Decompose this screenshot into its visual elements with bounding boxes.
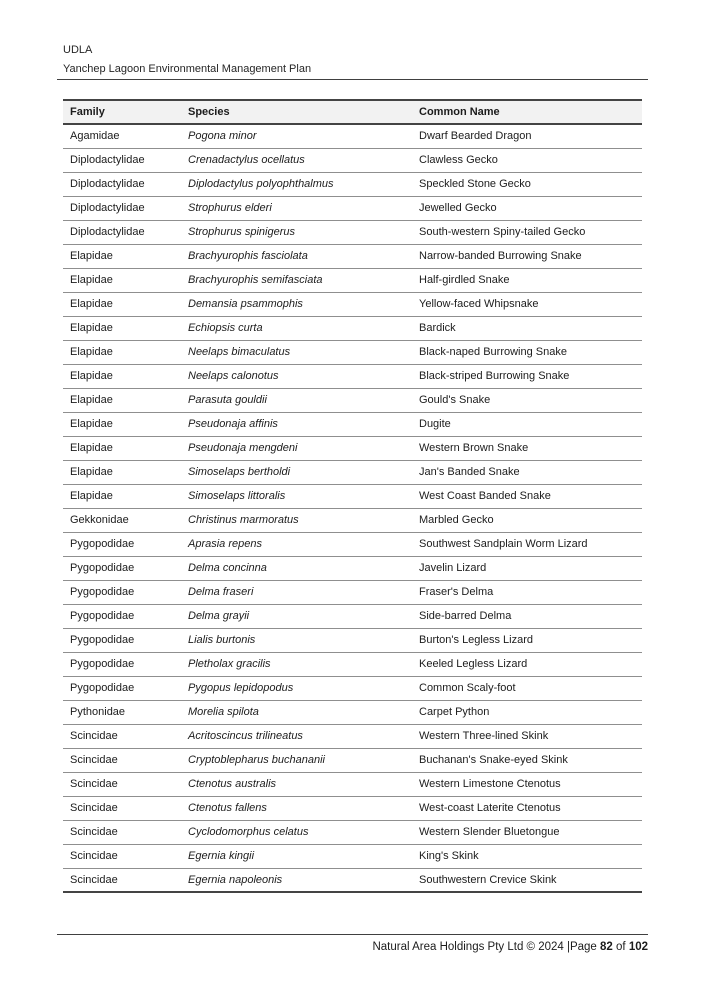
column-header-common-name: Common Name (412, 100, 642, 124)
family-cell: Elapidae (63, 244, 181, 268)
common-name-cell: Carpet Python (412, 700, 642, 724)
table-row (63, 316, 642, 340)
species-cell: Strophurus spinigerus (181, 220, 412, 244)
common-name-cell: Black-striped Burrowing Snake (412, 364, 642, 388)
species-cell: Ctenotus fallens (181, 796, 412, 820)
table-row (63, 172, 642, 196)
species-cell: Simoselaps littoralis (181, 484, 412, 508)
common-name-cell: Keeled Legless Lizard (412, 652, 642, 676)
species-cell: Delma concinna (181, 556, 412, 580)
family-cell: Pygopodidae (63, 532, 181, 556)
family-cell: Diplodactylidae (63, 220, 181, 244)
species-cell: Delma grayii (181, 604, 412, 628)
family-cell: Elapidae (63, 340, 181, 364)
table-row (63, 196, 642, 220)
species-cell: Diplodactylus polyophthalmus (181, 172, 412, 196)
common-name-cell: Bardick (412, 316, 642, 340)
common-name-cell: Narrow-banded Burrowing Snake (412, 244, 642, 268)
family-cell: Diplodactylidae (63, 172, 181, 196)
common-name-cell: Western Brown Snake (412, 436, 642, 460)
family-cell: Agamidae (63, 124, 181, 148)
family-cell: Scincidae (70, 873, 118, 886)
document-title: Yanchep Lagoon Environmental Management Plan (63, 63, 312, 75)
family-cell: Diplodactylidae (63, 148, 181, 172)
species-cell: Pseudonaja mengdeni (181, 436, 412, 460)
table-row (63, 652, 642, 676)
page-header (63, 41, 648, 79)
table-row (63, 412, 642, 436)
table-row (63, 556, 642, 580)
common-name-cell: Jan's Banded Snake (412, 460, 642, 484)
species-cell: Demansia psammophis (181, 292, 412, 316)
species-cell: Aprasia repens (181, 532, 412, 556)
common-name-cell: Gould's Snake (412, 388, 642, 412)
common-name-cell: West Coast Banded Snake (412, 484, 642, 508)
common-name-cell: Western Limestone Ctenotus (412, 772, 642, 796)
org-name: UDLA (63, 44, 93, 56)
common-name-cell: South-western Spiny-tailed Gecko (412, 220, 642, 244)
table-row (63, 436, 642, 460)
species-cell: Cyclodomorphus celatus (181, 820, 412, 844)
footer-text: Natural Area Holdings Pty Ltd © 2024 |Page (372, 941, 601, 953)
table-row (63, 148, 642, 172)
common-name-cell: King's Skink (412, 844, 642, 868)
table-row (63, 268, 642, 292)
family-cell: Scincidae (63, 844, 181, 868)
species-cell: Pletholax gracilis (181, 652, 412, 676)
header-rule (57, 79, 648, 80)
family-cell: Scincidae (63, 748, 181, 772)
species-cell: Echiopsis curta (181, 316, 412, 340)
family-cell: Diplodactylidae (63, 196, 181, 220)
footer-of-label: of (612, 941, 629, 953)
table-row (63, 124, 642, 148)
family-cell: Scincidae (63, 796, 181, 820)
species-cell: Strophurus elderi (181, 196, 412, 220)
table-row (63, 724, 642, 748)
species-cell: Lialis burtonis (181, 628, 412, 652)
species-cell: Brachyurophis semifasciata (181, 268, 412, 292)
family-cell: Elapidae (63, 460, 181, 484)
common-name-cell: Southwest Sandplain Worm Lizard (412, 532, 642, 556)
table-row (63, 244, 642, 268)
species-cell: Cryptoblepharus buchananii (181, 748, 412, 772)
species-cell: Neelaps bimaculatus (181, 340, 412, 364)
table-row (63, 820, 642, 844)
common-name-cell: West-coast Laterite Ctenotus (412, 796, 642, 820)
table-row (63, 676, 642, 700)
family-cell: Pygopodidae (63, 604, 181, 628)
table-row (63, 772, 642, 796)
family-cell: Pygopodidae (63, 676, 181, 700)
species-cell: Brachyurophis fasciolata (181, 244, 412, 268)
species-cell: Neelaps calonotus (181, 364, 412, 388)
table-header (63, 100, 642, 124)
footer-rule (57, 934, 648, 935)
table-row (63, 388, 642, 412)
family-cell: Elapidae (63, 484, 181, 508)
common-name-cell: Speckled Stone Gecko (412, 172, 642, 196)
table-row (63, 364, 642, 388)
common-name-cell: Dugite (412, 412, 642, 436)
common-name-cell: Clawless Gecko (412, 148, 642, 172)
species-cell: Ctenotus australis (181, 772, 412, 796)
common-name-cell: Southwestern Crevice Skink (419, 873, 557, 886)
table-row (63, 628, 642, 652)
table-row (63, 748, 642, 772)
family-cell: Scincidae (63, 772, 181, 796)
family-cell: Elapidae (63, 292, 181, 316)
page-footer (372, 939, 648, 955)
family-cell: Elapidae (63, 412, 181, 436)
common-name-cell: Yellow-faced Whipsnake (412, 292, 642, 316)
family-cell: Pygopodidae (63, 652, 181, 676)
table-row (63, 484, 642, 508)
common-name-cell: Burton's Legless Lizard (412, 628, 642, 652)
family-cell: Elapidae (63, 436, 181, 460)
species-cell: Egernia napoleonis (188, 873, 283, 886)
common-name-cell: Javelin Lizard (412, 556, 642, 580)
family-cell: Pygopodidae (63, 628, 181, 652)
species-cell: Simoselaps bertholdi (181, 460, 412, 484)
family-cell: Elapidae (63, 388, 181, 412)
species-cell: Pogona minor (181, 124, 412, 148)
table-row (63, 532, 642, 556)
table-body (63, 124, 642, 892)
table-row (63, 220, 642, 244)
table-row (63, 844, 642, 868)
species-cell: Pygopus lepidopodus (181, 676, 412, 700)
table-row (63, 340, 642, 364)
family-cell: Scincidae (63, 820, 181, 844)
table-row (63, 292, 642, 316)
common-name-cell: Dwarf Bearded Dragon (412, 124, 642, 148)
family-cell: Elapidae (63, 316, 181, 340)
family-cell: Pygopodidae (63, 556, 181, 580)
species-cell: Morelia spilota (181, 700, 412, 724)
table-row (63, 580, 642, 604)
species-cell: Crenadactylus ocellatus (181, 148, 412, 172)
common-name-cell: Buchanan's Snake-eyed Skink (412, 748, 642, 772)
common-name-cell: Marbled Gecko (412, 508, 642, 532)
species-table (63, 99, 642, 893)
common-name-cell: Black-naped Burrowing Snake (412, 340, 642, 364)
table-row (63, 508, 642, 532)
species-cell: Acritoscincus trilineatus (181, 724, 412, 748)
common-name-cell: Half-girdled Snake (412, 268, 642, 292)
family-cell: Pythonidae (63, 700, 181, 724)
species-cell: Egernia kingii (181, 844, 412, 868)
common-name-cell: Side-barred Delma (412, 604, 642, 628)
family-cell: Scincidae (63, 724, 181, 748)
common-name-cell: Jewelled Gecko (412, 196, 642, 220)
species-cell: Pseudonaja affinis (181, 412, 412, 436)
family-cell: Gekkonidae (63, 508, 181, 532)
column-header-family: Family (63, 100, 181, 124)
species-cell: Parasuta gouldii (181, 388, 412, 412)
family-cell: Elapidae (63, 268, 181, 292)
common-name-cell: Common Scaly-foot (412, 676, 642, 700)
common-name-cell: Western Three-lined Skink (412, 724, 642, 748)
common-name-cell: Fraser's Delma (412, 580, 642, 604)
family-cell: Elapidae (63, 364, 181, 388)
species-cell: Delma fraseri (181, 580, 412, 604)
column-header-species: Species (181, 100, 412, 124)
common-name-cell: Western Slender Bluetongue (412, 820, 642, 844)
footer-page-number: 82 (600, 941, 613, 953)
table-header-row (63, 100, 642, 124)
table-row (63, 700, 642, 724)
species-cell: Christinus marmoratus (181, 508, 412, 532)
footer-total-pages: 102 (628, 941, 648, 953)
table-row (63, 460, 642, 484)
table-row (63, 796, 642, 820)
table-row (63, 868, 642, 892)
table-row (63, 604, 642, 628)
family-cell: Pygopodidae (63, 580, 181, 604)
